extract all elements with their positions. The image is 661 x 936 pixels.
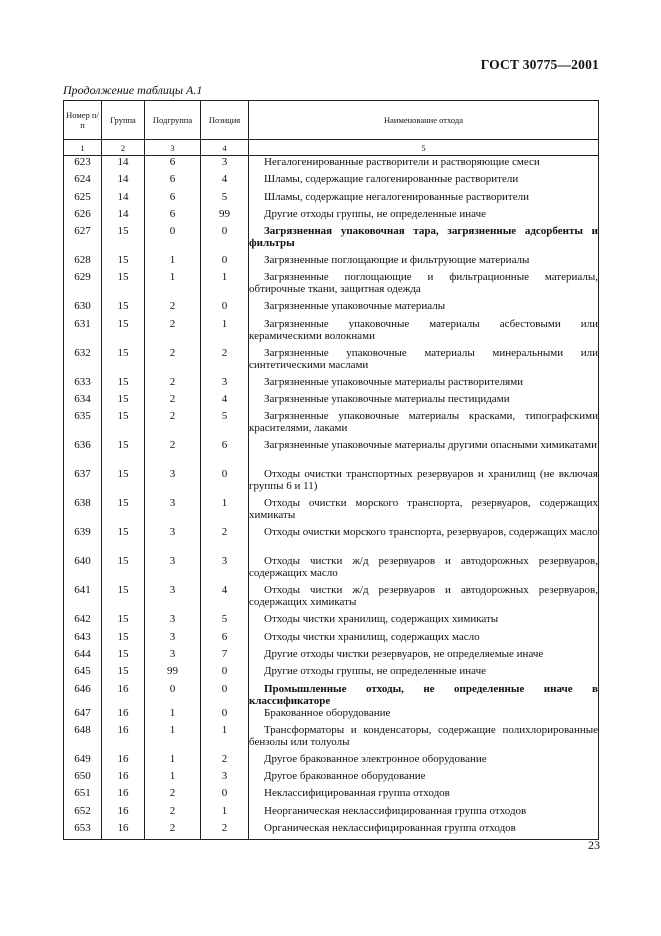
waste-name-cell (249, 526, 599, 555)
waste-name-text: Негалогенированные растворители и растворяющие смеси (264, 156, 540, 168)
waste-name-text: Шламы, содержащие галогенированные растворители (264, 173, 519, 186)
waste-name-cell (249, 468, 599, 497)
waste-name-text: Загрязненные упаковочные материалы асбестовыми или керамическими волокнами (249, 317, 598, 342)
table-continuation-caption: Продолжение таблицы А.1 (63, 83, 203, 97)
row-number-cell: 626 (64, 208, 102, 225)
row-number-cell: 634 (64, 393, 102, 410)
subgroup-cell: 1 (145, 254, 201, 271)
table-row (64, 376, 599, 393)
group-cell: 15 (102, 468, 145, 497)
group-cell: 15 (102, 318, 145, 347)
waste-name-text: Другие отходы группы, не определенные иначе (264, 665, 487, 678)
table-row (64, 584, 599, 613)
table-row (64, 393, 599, 410)
table-row (64, 805, 599, 822)
group-cell: 15 (102, 665, 145, 682)
waste-name-text: Промышленные отходы, не определенные иначе в классификаторе (249, 682, 598, 707)
subgroup-cell: 3 (145, 555, 201, 584)
waste-name-text: Шламы, содержащие негалогенированные растворители (264, 190, 529, 203)
waste-name-text: Отходы очистки морского транспорта, резервуаров, содержащих химикаты (249, 497, 598, 522)
subgroup-cell: 3 (145, 631, 201, 648)
table-row (64, 208, 599, 225)
position-cell: 1 (201, 271, 249, 300)
table-row (64, 787, 599, 804)
table-row (64, 271, 599, 300)
waste-name-cell (249, 208, 599, 225)
waste-name-text: Отходы чистки ж/д резервуаров и автодорожных резервуаров, содержащих химикаты (249, 584, 598, 609)
table-row (64, 822, 599, 840)
subgroup-cell: 1 (145, 724, 201, 753)
position-cell: 6 (201, 631, 249, 648)
waste-name-text: Другие отходы чистки резервуаров, не определяемые иначе (264, 647, 544, 660)
group-cell: 14 (102, 173, 145, 190)
group-cell: 15 (102, 648, 145, 665)
position-cell: 3 (201, 555, 249, 584)
subgroup-cell: 2 (145, 805, 201, 822)
waste-name-text: Загрязненные упаковочные материалы красками, типографскими красителями, лаками (249, 410, 598, 435)
group-cell: 16 (102, 822, 145, 840)
table-row (64, 497, 599, 526)
position-cell: 0 (201, 225, 249, 254)
group-cell: 15 (102, 584, 145, 613)
subgroup-cell: 2 (145, 393, 201, 410)
row-number-cell: 646 (64, 683, 102, 707)
row-number-cell: 635 (64, 410, 102, 439)
position-cell: 3 (201, 770, 249, 787)
position-cell: 0 (201, 707, 249, 724)
table-row (64, 613, 599, 630)
row-number-cell: 637 (64, 468, 102, 497)
column-number: 3 (145, 140, 201, 156)
waste-name-text: Загрязненные упаковочные материалы (264, 300, 446, 313)
subgroup-cell: 1 (145, 770, 201, 787)
position-cell: 0 (201, 254, 249, 271)
waste-name-text: Отходы чистки хранилищ, содержащих масло (264, 630, 480, 643)
waste-name-text: Отходы очистки морского транспорта, резервуаров, содержащих масло (264, 526, 598, 539)
table-row (64, 526, 599, 555)
row-number-cell: 632 (64, 347, 102, 376)
waste-name-text: Неорганическая неклассифицированная группа отходов (264, 804, 527, 817)
row-number-cell: 652 (64, 805, 102, 822)
position-cell: 0 (201, 300, 249, 317)
row-number-cell: 624 (64, 173, 102, 190)
subgroup-cell: 3 (145, 613, 201, 630)
waste-name-cell (249, 439, 599, 468)
waste-name-text: Бракованное оборудование (264, 706, 391, 719)
position-cell: 5 (201, 191, 249, 208)
table-row (64, 191, 599, 208)
waste-name-cell (249, 770, 599, 787)
position-cell: 6 (201, 439, 249, 468)
waste-name-cell (249, 555, 599, 584)
position-cell: 4 (201, 173, 249, 190)
group-cell: 15 (102, 225, 145, 254)
position-cell: 1 (201, 805, 249, 822)
group-cell: 15 (102, 254, 145, 271)
table-row (64, 254, 599, 271)
waste-name-cell (249, 683, 599, 707)
position-cell: 99 (201, 208, 249, 225)
subgroup-cell: 6 (145, 191, 201, 208)
waste-name-cell (249, 724, 599, 753)
table-row (64, 318, 599, 347)
group-cell: 14 (102, 208, 145, 225)
waste-name-cell (249, 318, 599, 347)
position-cell: 5 (201, 613, 249, 630)
subgroup-cell: 3 (145, 468, 201, 497)
column-header-subgroup: Подгруппа (145, 101, 201, 140)
position-cell: 0 (201, 683, 249, 707)
waste-name-text: Загрязненные поглощающие и фильтрующие материалы (264, 254, 530, 267)
position-cell: 2 (201, 347, 249, 376)
row-number-cell: 623 (64, 156, 102, 174)
row-number-cell: 640 (64, 555, 102, 584)
waste-name-cell (249, 347, 599, 376)
column-header-position: Позиция (201, 101, 249, 140)
row-number-cell: 643 (64, 631, 102, 648)
column-number: 2 (102, 140, 145, 156)
table-row (64, 707, 599, 724)
row-number-cell: 651 (64, 787, 102, 804)
row-number-cell: 633 (64, 376, 102, 393)
table-row (64, 724, 599, 753)
waste-name-text: Загрязненные упаковочные материалы другими опасными химикатами (264, 439, 598, 452)
waste-name-cell (249, 225, 599, 254)
position-cell: 4 (201, 584, 249, 613)
waste-name-cell (249, 822, 599, 840)
waste-name-text: Другое бракованное оборудование (264, 770, 426, 783)
row-number-cell: 631 (64, 318, 102, 347)
group-cell: 15 (102, 555, 145, 584)
waste-name-text: Загрязненные поглощающие и фильтрационные материалы, обтирочные ткани, защитная одежда (249, 271, 598, 296)
subgroup-cell: 3 (145, 497, 201, 526)
group-cell: 15 (102, 497, 145, 526)
subgroup-cell: 1 (145, 753, 201, 770)
waste-name-cell (249, 300, 599, 317)
position-cell: 0 (201, 468, 249, 497)
group-cell: 15 (102, 439, 145, 468)
row-number-cell: 628 (64, 254, 102, 271)
waste-name-cell (249, 410, 599, 439)
group-cell: 15 (102, 410, 145, 439)
column-number-row (64, 140, 599, 156)
subgroup-cell: 2 (145, 300, 201, 317)
group-cell: 14 (102, 191, 145, 208)
table-row (64, 300, 599, 317)
group-cell: 15 (102, 347, 145, 376)
waste-name-cell (249, 648, 599, 665)
column-number: 4 (201, 140, 249, 156)
group-cell: 16 (102, 683, 145, 707)
row-number-cell: 644 (64, 648, 102, 665)
table-body (64, 156, 599, 840)
waste-name-cell (249, 631, 599, 648)
subgroup-cell: 6 (145, 173, 201, 190)
row-number-cell: 630 (64, 300, 102, 317)
position-cell: 1 (201, 724, 249, 753)
table-row (64, 225, 599, 254)
position-cell: 5 (201, 410, 249, 439)
row-number-cell: 625 (64, 191, 102, 208)
waste-name-text: Загрязненная упаковочная тара, загрязненные адсорбенты и фильтры (249, 225, 598, 250)
row-number-cell: 629 (64, 271, 102, 300)
column-number: 1 (64, 140, 102, 156)
table-row (64, 410, 599, 439)
subgroup-cell: 2 (145, 318, 201, 347)
subgroup-cell: 3 (145, 648, 201, 665)
table-row (64, 631, 599, 648)
row-number-cell: 645 (64, 665, 102, 682)
row-number-cell: 647 (64, 707, 102, 724)
row-number-cell: 639 (64, 526, 102, 555)
position-cell: 1 (201, 497, 249, 526)
waste-name-cell (249, 271, 599, 300)
subgroup-cell: 2 (145, 410, 201, 439)
waste-name-text: Неклассифицированная группа отходов (264, 787, 450, 800)
position-cell: 2 (201, 526, 249, 555)
waste-name-cell (249, 393, 599, 410)
waste-name-cell (249, 254, 599, 271)
row-number-cell: 636 (64, 439, 102, 468)
waste-name-cell (249, 173, 599, 190)
column-header-group: Группа (102, 101, 145, 140)
table-row (64, 753, 599, 770)
column-header-waste-name: Наименование отхода (249, 101, 599, 140)
waste-name-cell (249, 753, 599, 770)
table-row (64, 648, 599, 665)
table-row (64, 683, 599, 707)
waste-name-text: Загрязненные упаковочные материалы растворителями (264, 375, 524, 388)
table-row (64, 468, 599, 497)
table-row (64, 665, 599, 682)
table-row (64, 770, 599, 787)
position-cell: 2 (201, 822, 249, 840)
subgroup-cell: 3 (145, 584, 201, 613)
position-cell: 0 (201, 665, 249, 682)
waste-name-cell (249, 707, 599, 724)
group-cell: 14 (102, 156, 145, 174)
waste-name-text: Отходы чистки ж/д резервуаров и автодорожных резервуаров, содержащих масло (249, 555, 598, 580)
subgroup-cell: 2 (145, 376, 201, 393)
waste-name-cell (249, 665, 599, 682)
subgroup-cell: 0 (145, 225, 201, 254)
waste-name-cell (249, 497, 599, 526)
subgroup-cell: 2 (145, 787, 201, 804)
group-cell: 16 (102, 724, 145, 753)
row-number-cell: 642 (64, 613, 102, 630)
row-number-cell: 627 (64, 225, 102, 254)
document-title: ГОСТ 30775—2001 (480, 57, 599, 72)
table-row (64, 156, 599, 174)
group-cell: 15 (102, 526, 145, 555)
waste-name-cell (249, 191, 599, 208)
column-number: 5 (249, 140, 599, 156)
group-cell: 15 (102, 631, 145, 648)
position-cell: 0 (201, 787, 249, 804)
row-number-cell: 650 (64, 770, 102, 787)
subgroup-cell: 2 (145, 822, 201, 840)
waste-name-text: Органическая неклассифицированная группа отходов (264, 822, 516, 835)
position-cell: 7 (201, 648, 249, 665)
subgroup-cell: 3 (145, 526, 201, 555)
subgroup-cell: 1 (145, 271, 201, 300)
group-cell: 16 (102, 770, 145, 787)
group-cell: 15 (102, 613, 145, 630)
group-cell: 15 (102, 376, 145, 393)
table-row (64, 173, 599, 190)
subgroup-cell: 1 (145, 707, 201, 724)
group-cell: 15 (102, 271, 145, 300)
group-cell: 16 (102, 787, 145, 804)
table-header-row (64, 101, 599, 140)
table-row (64, 555, 599, 584)
waste-name-cell (249, 584, 599, 613)
waste-name-cell (249, 805, 599, 822)
waste-name-cell (249, 787, 599, 804)
position-cell: 3 (201, 156, 249, 174)
waste-name-text: Отходы очистки транспортных резервуаров и хранилищ (не включая группы 6 и 11) (249, 468, 598, 493)
row-number-cell: 648 (64, 724, 102, 753)
group-cell: 15 (102, 300, 145, 317)
page-number: 23 (588, 838, 600, 852)
table-row (64, 439, 599, 468)
waste-classification-table (63, 100, 599, 840)
row-number-cell: 638 (64, 497, 102, 526)
row-number-cell: 653 (64, 822, 102, 840)
subgroup-cell: 99 (145, 665, 201, 682)
column-header-number: Номер п/п (64, 101, 102, 140)
position-cell: 2 (201, 753, 249, 770)
position-cell: 4 (201, 393, 249, 410)
row-number-cell: 641 (64, 584, 102, 613)
subgroup-cell: 2 (145, 347, 201, 376)
group-cell: 16 (102, 707, 145, 724)
waste-name-cell (249, 156, 599, 174)
subgroup-cell: 6 (145, 208, 201, 225)
subgroup-cell: 6 (145, 156, 201, 174)
waste-name-text: Загрязненные упаковочные материалы пестицидами (264, 393, 510, 406)
waste-name-text: Загрязненные упаковочные материалы минеральными или синтетическими маслами (249, 346, 598, 371)
group-cell: 16 (102, 753, 145, 770)
waste-name-text: Другое бракованное электронное оборудование (264, 752, 487, 765)
waste-name-cell (249, 376, 599, 393)
waste-name-cell (249, 613, 599, 630)
table-row (64, 347, 599, 376)
waste-name-text: Трансформаторы и конденсаторы, содержащие полихлорированные бензолы или толуолы (249, 723, 598, 748)
row-number-cell: 649 (64, 753, 102, 770)
position-cell: 1 (201, 318, 249, 347)
subgroup-cell: 2 (145, 439, 201, 468)
position-cell: 3 (201, 376, 249, 393)
waste-name-text: Отходы чистки хранилищ, содержащих химикаты (264, 613, 499, 626)
waste-name-text: Другие отходы группы, не определенные иначе (264, 207, 487, 220)
group-cell: 15 (102, 393, 145, 410)
group-cell: 16 (102, 805, 145, 822)
subgroup-cell: 0 (145, 683, 201, 707)
